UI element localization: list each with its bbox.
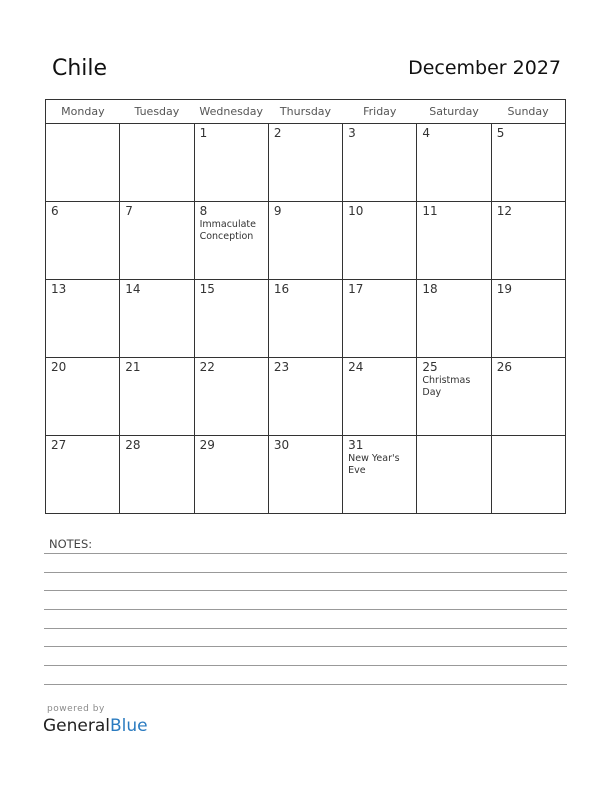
- brand-blue: Blue: [110, 716, 148, 736]
- day-number: 20: [51, 360, 67, 374]
- note-line: [44, 553, 567, 554]
- day-cell: [120, 436, 194, 514]
- weekday-header-row: [46, 100, 566, 124]
- day-cell: [417, 124, 491, 202]
- day-cell: [491, 280, 565, 358]
- day-number: [417, 436, 490, 438]
- day-cell: [343, 358, 417, 436]
- generalblue-logo: [43, 716, 148, 736]
- day-number: 18: [422, 282, 438, 296]
- day-number: 15: [199, 282, 215, 296]
- day-cell: [194, 280, 268, 358]
- month-title: December 2027: [408, 57, 561, 79]
- day-number: 19: [496, 282, 512, 296]
- day-cell: [46, 436, 120, 514]
- day-cell: [46, 280, 120, 358]
- day-cell: [491, 436, 565, 514]
- day-cell: [491, 124, 565, 202]
- holiday-label: Immaculate Conception: [199, 219, 256, 242]
- day-number: 6: [51, 204, 59, 218]
- week-row: [46, 436, 566, 514]
- day-cell: [194, 202, 268, 280]
- weekday-header: Friday: [343, 100, 417, 124]
- day-number: 12: [496, 204, 512, 218]
- day-cell: [268, 202, 342, 280]
- day-number: [120, 124, 193, 126]
- notes-label: NOTES:: [49, 537, 93, 551]
- day-number: 3: [348, 126, 356, 140]
- day-cell: [343, 124, 417, 202]
- day-number: 7: [125, 204, 133, 218]
- day-number: 31: [348, 438, 364, 452]
- weekday-header: Thursday: [268, 100, 342, 124]
- calendar-grid: [45, 99, 566, 514]
- day-cell: [343, 202, 417, 280]
- day-number: 13: [51, 282, 67, 296]
- day-number: 22: [199, 360, 215, 374]
- week-row: [46, 124, 566, 202]
- week-row: [46, 358, 566, 436]
- day-cell: [268, 436, 342, 514]
- weekday-header: Monday: [46, 100, 120, 124]
- day-cell: [120, 280, 194, 358]
- day-cell: [120, 358, 194, 436]
- day-number: 2: [273, 126, 282, 140]
- day-number: 9: [273, 204, 282, 218]
- brand-general: General: [43, 716, 110, 736]
- day-cell: [194, 436, 268, 514]
- day-cell: [194, 124, 268, 202]
- country-title: Chile: [52, 56, 108, 81]
- powered-by-text: powered by: [47, 704, 105, 714]
- day-number: 23: [273, 360, 290, 374]
- day-number: 11: [422, 204, 438, 218]
- day-number: 29: [199, 438, 215, 452]
- day-number: 14: [125, 282, 141, 296]
- day-number: 28: [125, 438, 141, 452]
- day-number: [46, 124, 119, 126]
- day-cell: [120, 202, 194, 280]
- day-cell: [343, 280, 417, 358]
- day-cell: [194, 358, 268, 436]
- weekday-header: Sunday: [491, 100, 565, 124]
- note-line: [44, 628, 567, 629]
- day-number: 10: [348, 204, 364, 218]
- note-line: [44, 572, 567, 573]
- week-row: [46, 202, 566, 280]
- day-number: 16: [273, 282, 290, 296]
- day-cell: [46, 358, 120, 436]
- day-cell: [268, 280, 342, 358]
- note-line: [44, 646, 567, 647]
- week-row: [46, 280, 566, 358]
- day-cell: [343, 436, 417, 514]
- day-number: 26: [496, 360, 512, 374]
- day-cell: [491, 358, 565, 436]
- day-cell: [491, 202, 565, 280]
- day-cell: [417, 436, 491, 514]
- day-cell: [417, 358, 491, 436]
- day-number: 30: [273, 438, 290, 452]
- day-cell: [268, 124, 342, 202]
- day-number: 25: [422, 360, 438, 374]
- day-number: 4: [422, 126, 431, 140]
- day-number: 17: [348, 282, 364, 296]
- day-number: 21: [125, 360, 141, 374]
- day-number: [492, 436, 565, 438]
- note-line: [44, 609, 567, 610]
- day-cell: [417, 280, 491, 358]
- weekday-header: Wednesday: [194, 100, 268, 124]
- weekday-header: Tuesday: [120, 100, 194, 124]
- note-line: [44, 684, 567, 685]
- day-cell: [46, 202, 120, 280]
- day-cell: [120, 124, 194, 202]
- day-number: 27: [51, 438, 67, 452]
- holiday-label: New Year's Eve: [348, 453, 400, 476]
- note-line: [44, 665, 567, 666]
- day-number: 5: [496, 126, 505, 140]
- holiday-label: Christmas Day: [422, 375, 471, 398]
- day-number: 24: [348, 360, 364, 374]
- day-number: 8: [199, 204, 208, 218]
- day-number: 1: [199, 126, 208, 140]
- day-cell: [46, 124, 120, 202]
- day-cell: [268, 358, 342, 436]
- weekday-header: Saturday: [417, 100, 491, 124]
- note-line: [44, 590, 567, 591]
- day-cell: [417, 202, 491, 280]
